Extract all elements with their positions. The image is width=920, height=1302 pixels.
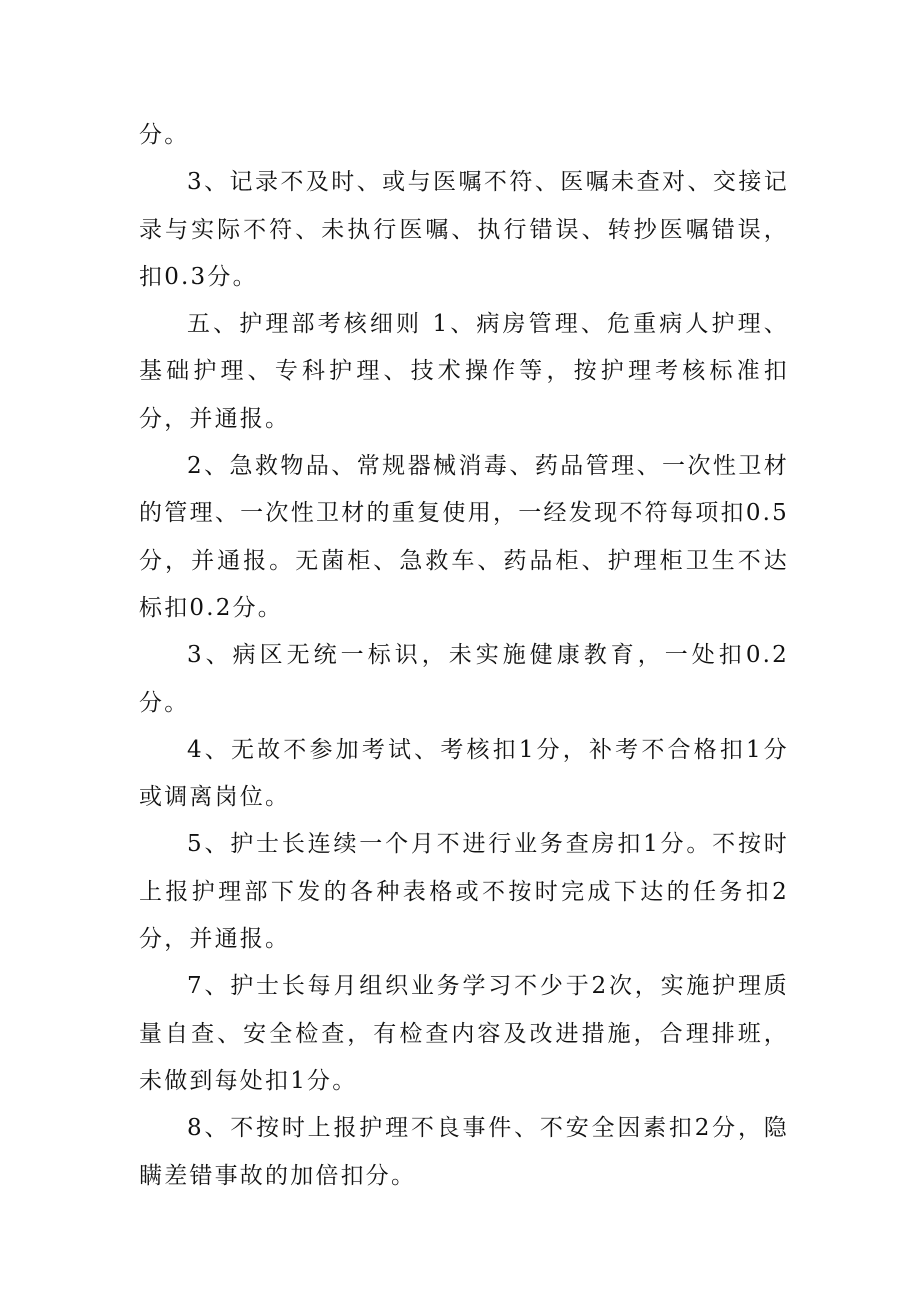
document-body: [139, 112, 789, 1200]
paragraph-section-5-nursing-dept: 五、护理部考核细则 1、病房管理、危重病人护理、基础护理、专科护理、技术操作等，按护理考核标准扣分，并通报。: [139, 311, 789, 432]
paragraph-item-8-adverse-events: 8、不按时上报护理不良事件、不安全因素扣2分，隐瞒差错事故的加倍扣分。: [139, 1115, 789, 1189]
paragraph-item-3-ward-identification: 3、病区无统一标识，未实施健康教育，一处扣0.2分。: [139, 642, 789, 716]
paragraph-item-3-records: 3、记录不及时、或与医嘱不符、医嘱未查对、交接记录与实际不符、未执行医嘱、执行错误、转抄医嘱错误，扣0.3分。: [139, 169, 789, 290]
paragraph-item-5-head-nurse-rounds: 5、护士长连续一个月不进行业务查房扣1分。不按时上报护理部下发的各种表格或不按时完成下达的任务扣2分，并通报。: [139, 831, 789, 953]
paragraph-item-4-exams: 4、无故不参加考试、考核扣1分，补考不合格扣1分或调离岗位。: [139, 736, 789, 811]
paragraph-item-7-study-quality: 7、护士长每月组织业务学习不少于2次，实施护理质量自查、安全检查，有检查内容及改进措施，合理排班，未做到每处扣1分。: [139, 973, 789, 1094]
paragraph-continuation: 分。: [139, 122, 190, 148]
paragraph-item-2-emergency-supplies: 2、急救物品、常规器械消毒、药品管理、一次性卫材的管理、一次性卫材的重复使用，一经发现不符每项扣0.5分，并通报。无菌柜、急救车、药品柜、护理柜卫生不达标扣0.2分。: [139, 453, 789, 621]
